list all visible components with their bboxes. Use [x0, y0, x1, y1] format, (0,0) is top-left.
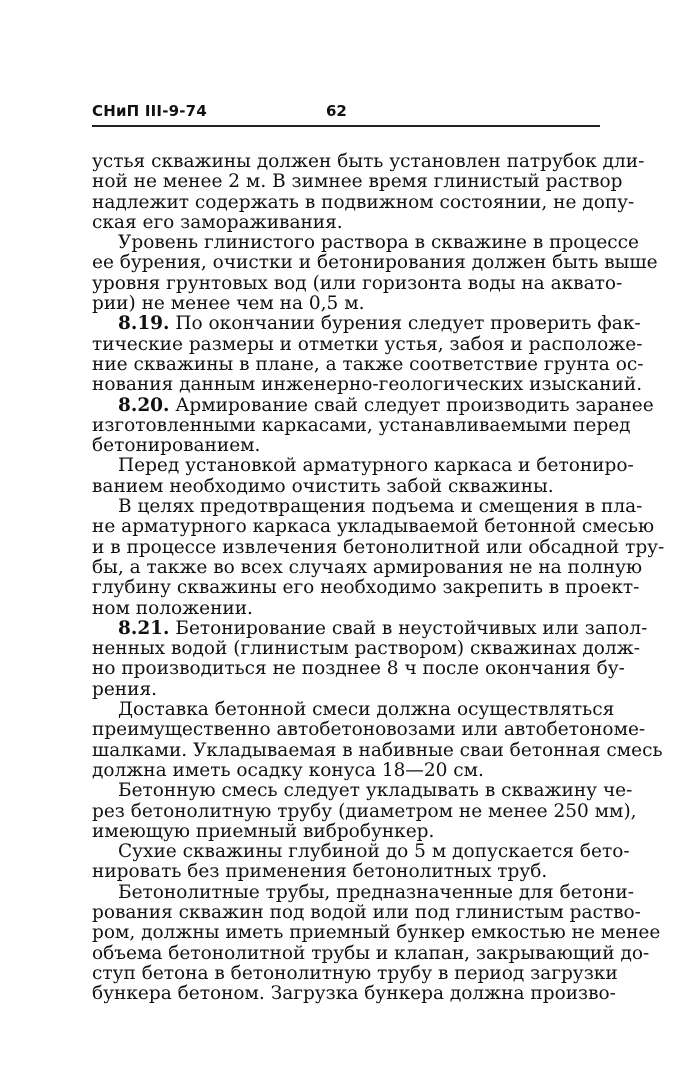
- section-number: 8.19.: [118, 313, 170, 335]
- text-line: ном положении.: [92, 597, 253, 619]
- section-8-21-line: [92, 617, 648, 639]
- text-line: устья скважины должен быть установлен патрубок дли-: [92, 151, 645, 172]
- text-line: тические размеры и отметки устья, забоя и расположе-: [92, 333, 643, 355]
- text-line: бы, а также во всех случаях армирования не на полную: [92, 556, 643, 578]
- page-number: 62: [326, 102, 347, 120]
- text-line: В целях предотвращения подъема и смещения в пла-: [118, 496, 643, 518]
- text-line: рения.: [92, 678, 158, 700]
- text-line: и в процессе извлечения бетонолитной или обсадной тру-: [92, 536, 665, 558]
- text-line: Перед установкой арматурного каркаса и бетониро-: [118, 455, 634, 477]
- text-line: бетонированием.: [92, 435, 261, 457]
- text-line: шалками. Укладываемая в набивные сваи бетонная смесь: [92, 739, 663, 761]
- text-line: должна иметь осадку конуса 18—20 см.: [92, 759, 484, 781]
- text-line: Бетонную смесь следует укладывать в скважину че-: [118, 780, 633, 802]
- text-line: но производиться не позднее 8 ч после окончания бу-: [92, 658, 625, 680]
- text-line: ванием необходимо очистить забой скважины.: [92, 475, 554, 497]
- text-line: рез бетонолитную трубу (диаметром не менее 250 мм),: [92, 800, 637, 822]
- text-line: не арматурного каркаса укладываемой бетонной смесью: [92, 516, 655, 538]
- text-line-content: По окончании бурения следует проверить фак-: [175, 313, 641, 335]
- text-line: ной не менее 2 м. В зимнее время глинистый раствор: [92, 171, 623, 193]
- text-line: ее бурения, очистки и бетонирования должен быть выше: [92, 252, 658, 274]
- text-line: надлежит содержать в подвижном состоянии, не допу-: [92, 191, 635, 213]
- header-divider: [92, 125, 600, 127]
- text-line: Сухие скважины глубиной до 5 м допускается бето-: [118, 841, 630, 863]
- text-line: ступ бетона в бетонолитную трубу в период загрузки: [92, 962, 618, 984]
- text-line: имеющую приемный вибробункер.: [92, 820, 435, 842]
- section-number: 8.21.: [118, 617, 170, 639]
- text-line: рования скважин под водой или под глинистым раство-: [92, 901, 641, 923]
- text-line: ская его замораживания.: [92, 211, 343, 233]
- text-line: нования данным инженерно-геологических изысканий.: [92, 374, 643, 396]
- text-line: Бетонолитные трубы, предназначенные для бетони-: [118, 881, 634, 903]
- text-line: изготовленными каркасами, устанавливаемыми перед: [92, 414, 631, 436]
- document-code: СНиП III-9-74: [92, 102, 207, 120]
- text-line: уровня грунтовых вод (или горизонта воды на аквато-: [92, 272, 623, 294]
- text-line-content: Бетонирование свай в неустойчивых или запол-: [175, 617, 648, 639]
- text-line: ненных водой (глинистым раствором) скважинах долж-: [92, 638, 640, 660]
- page-header: [92, 102, 600, 124]
- text-line: нировать без применения бетонолитных труб.: [92, 861, 548, 883]
- text-line: объема бетонолитной трубы и клапан, закрывающий до-: [92, 942, 650, 964]
- text-line: преимущественно автобетоновозами или автобетономе-: [92, 719, 646, 741]
- section-8-20-line: [92, 394, 654, 416]
- section-number: 8.20.: [118, 394, 170, 416]
- text-line: ние скважины в плане, а также соответствие грунта ос-: [92, 353, 644, 375]
- text-line-content: Армирование свай следует производить заранее: [175, 394, 654, 416]
- text-line: Доставка бетонной смеси должна осуществляться: [118, 699, 615, 721]
- text-line: Уровень глинистого раствора в скважине в процессе: [118, 232, 639, 254]
- section-8-19-line: [92, 313, 641, 335]
- body-text: [92, 151, 665, 1005]
- text-line: бункера бетоном. Загрузка бункера должна произво-: [92, 983, 616, 1005]
- text-line: рии) не менее чем на 0,5 м.: [92, 293, 365, 315]
- text-line: глубину скважины его необходимо закрепить в проект-: [92, 577, 640, 599]
- text-line: ром, должны иметь приемный бункер емкостью не менее: [92, 922, 661, 944]
